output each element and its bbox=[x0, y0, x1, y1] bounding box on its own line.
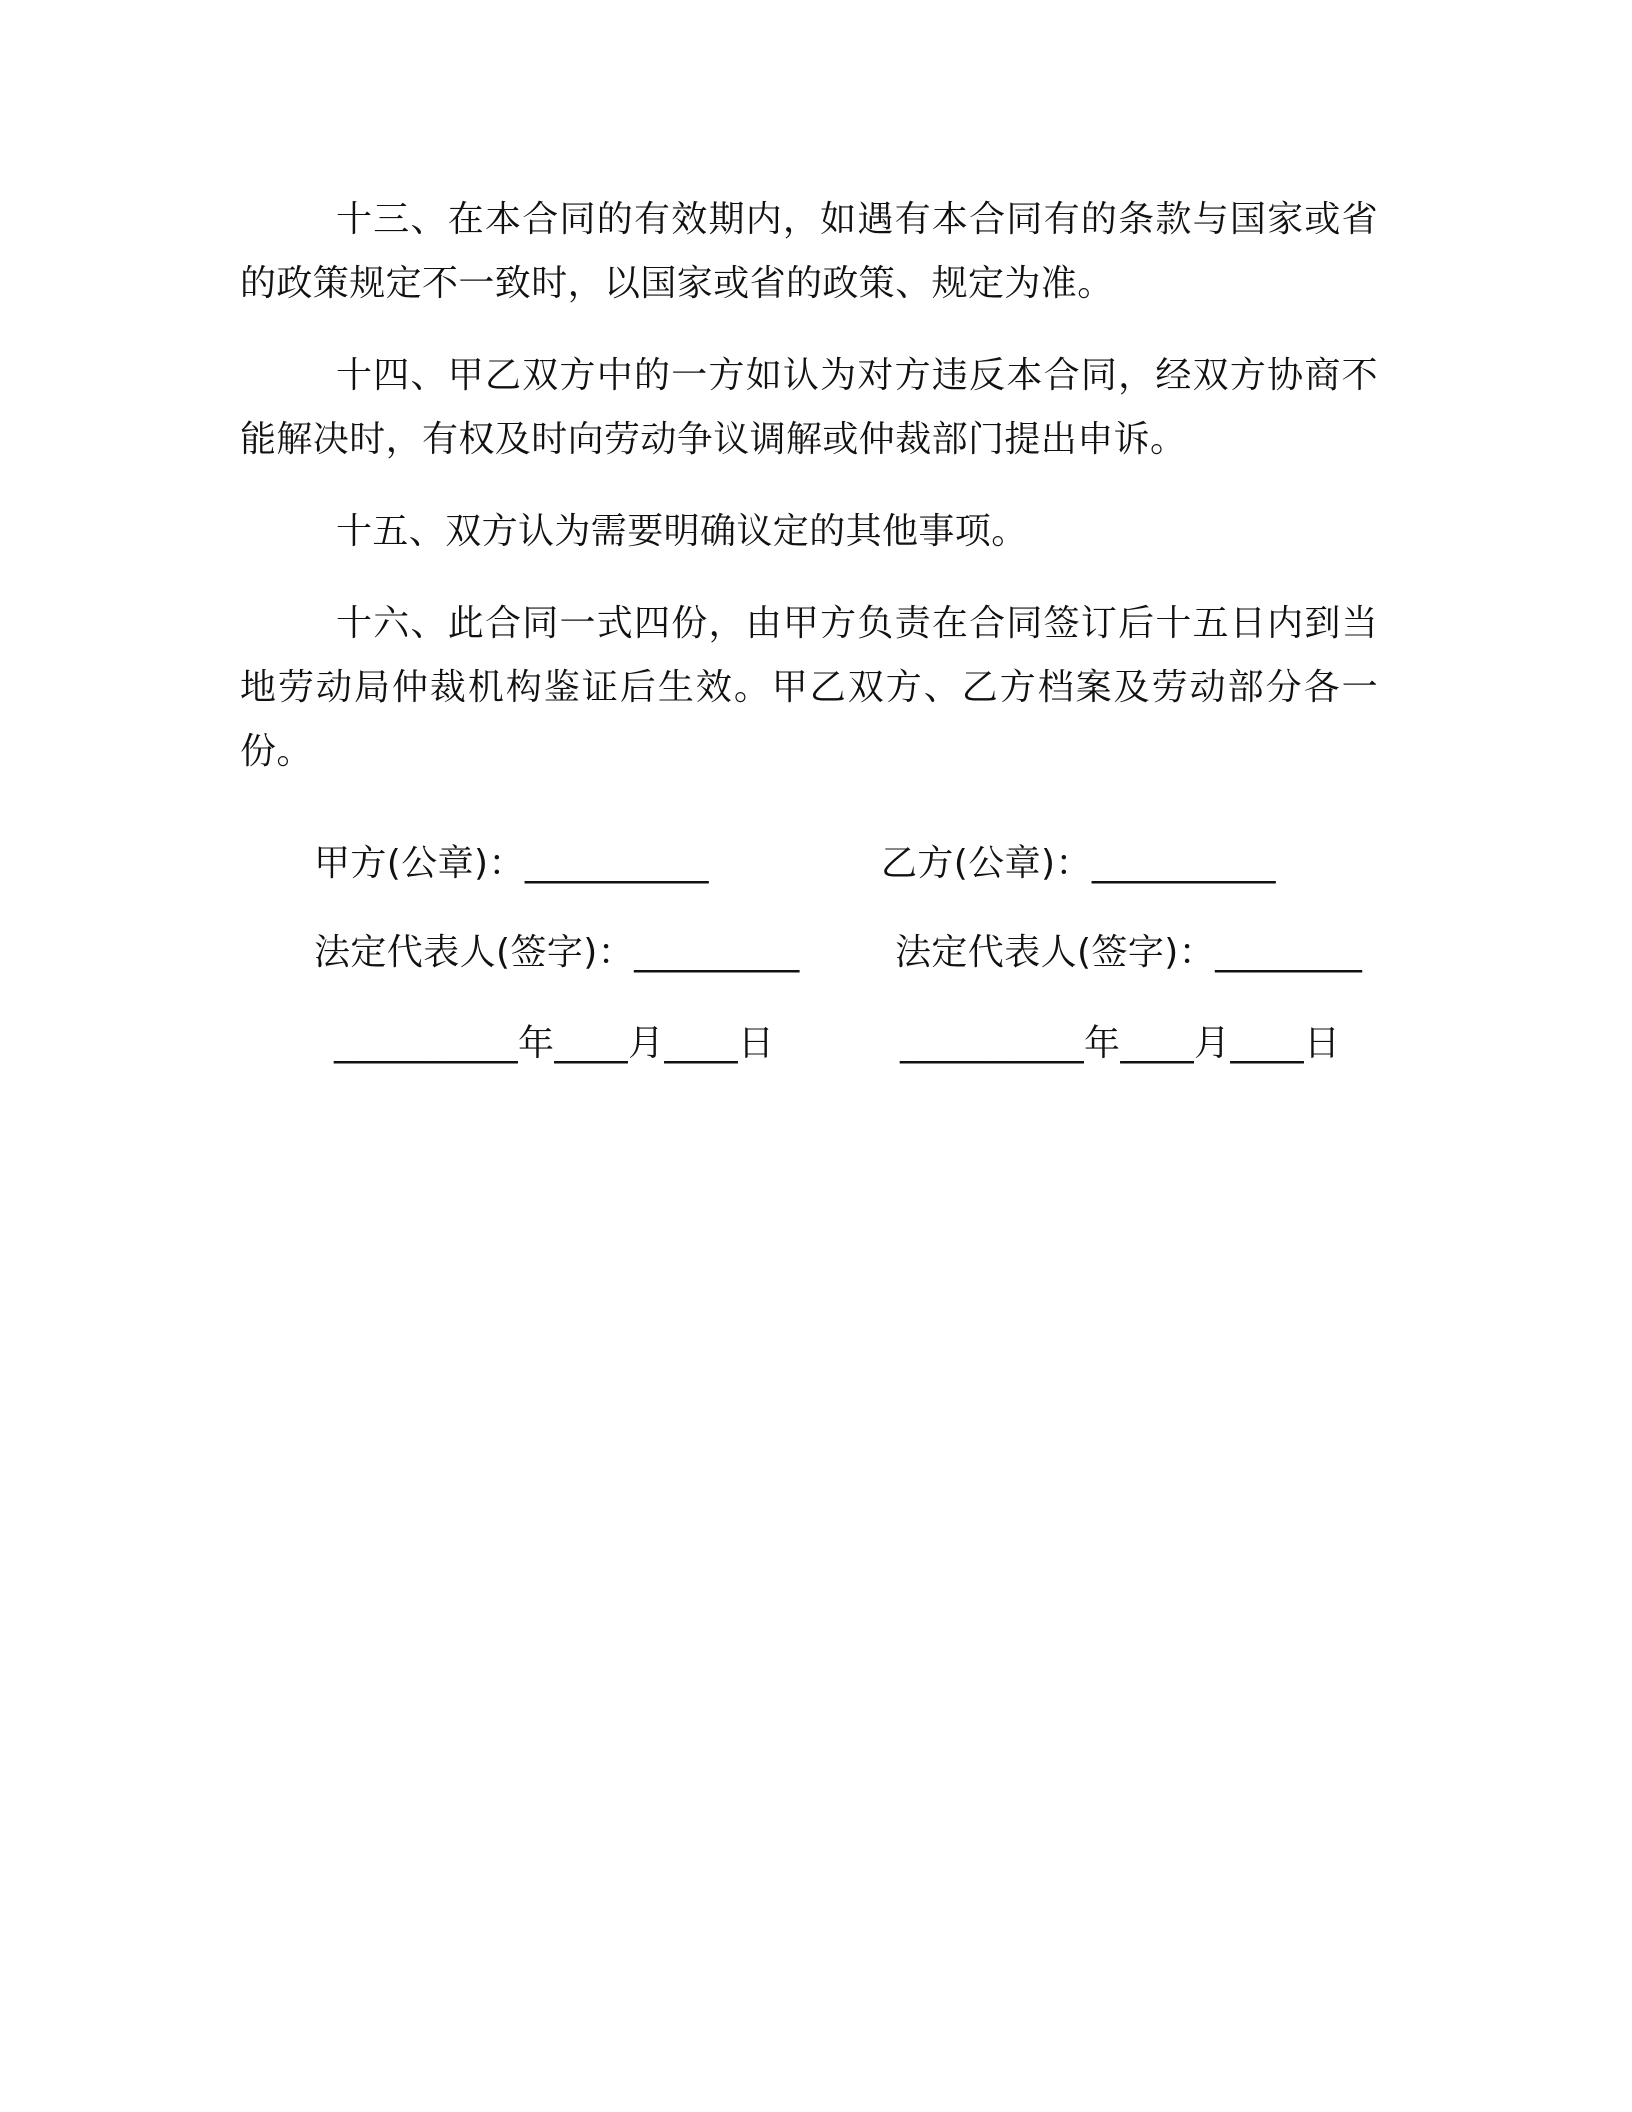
clause-14: 十四、甲乙双方中的一方如认为对方违反本合同，经双方协商不能解决时，有权及时向劳动争议调解或仲裁部门提出申诉。 bbox=[240, 355, 1378, 460]
clause-13: 十三、在本合同的有效期内，如遇有本合同有的条款与国家或省的政策规定不一致时，以国家或省的政策、规定为准。 bbox=[240, 199, 1378, 304]
party-b-seal-field: 乙方(公章)：__________ bbox=[881, 843, 1276, 884]
party-b-date-field: __________年____月____日 bbox=[900, 1023, 1341, 1064]
contract-body bbox=[240, 188, 1378, 812]
clause-15: 十五、双方认为需要明确议定的其他事项。 bbox=[336, 511, 1028, 552]
seal-row bbox=[0, 832, 1632, 896]
representative-row bbox=[0, 921, 1632, 985]
party-b-representative-field: 法定代表人(签字)：________ bbox=[895, 932, 1363, 973]
party-a-representative-field: 法定代表人(签字)：_________ bbox=[314, 932, 800, 973]
party-a-seal-field: 甲方(公章)：__________ bbox=[314, 843, 709, 884]
date-row bbox=[0, 1012, 1632, 1076]
party-a-date-field: __________年____月____日 bbox=[334, 1023, 775, 1064]
clause-16: 十六、此合同一式四份，由甲方负责在合同签订后十五日内到当地劳动局仲裁机构鉴证后生效。甲乙双方、乙方档案及劳动部分各一份。 bbox=[240, 603, 1378, 772]
